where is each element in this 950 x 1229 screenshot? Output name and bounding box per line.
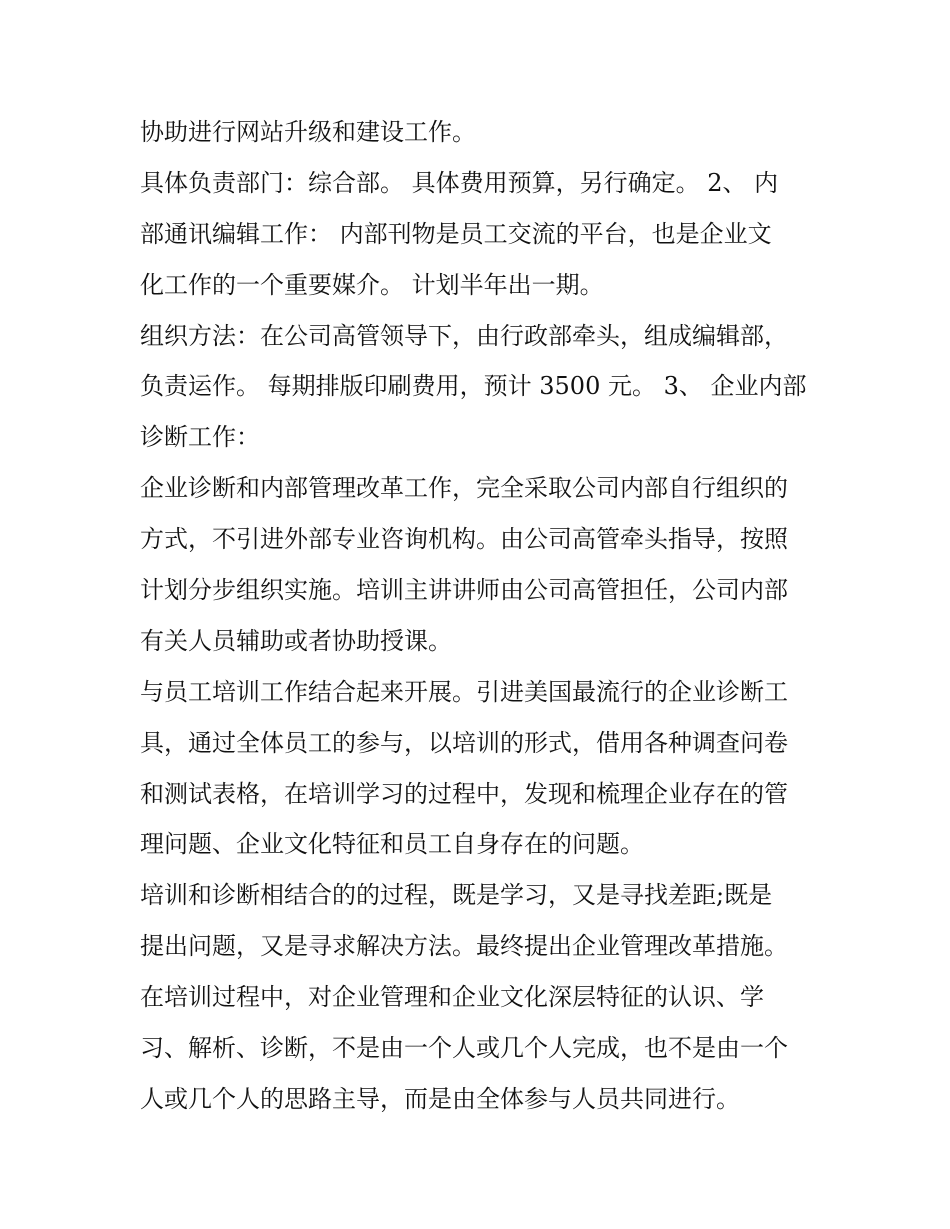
text-line-18: 在培训过程中，对企业管理和企业文化深层特征的认识、学 [140,983,764,1012]
text-line-20: 人或几个人的思路主导，而是由全体参与人员共同进行。 [140,1084,740,1113]
text-line-9: 方式，不引进外部专业咨询机构。由公司高管牵头指导，按照 [140,525,788,554]
text-line-15: 理问题、企业文化特征和员工自身存在的问题。 [140,830,644,859]
text-line-2: 具体负责部门：综合部。 具体费用预算，另行确定。 2、 内 [140,168,779,197]
text-line-14: 和测试表格，在培训学习的过程中，发现和梳理企业存在的管 [140,779,788,808]
text-line-10: 计划分步组织实施。培训主讲讲师由公司高管担任，公司内部 [140,576,788,605]
text-line-1: 协助进行网站升级和建设工作。 [140,118,476,146]
text-line-6: 负责运作。 每期排版印刷费用，预计 3500 元。 3、 企业内部 [140,372,807,401]
text-line-7: 诊断工作： [140,423,260,452]
text-line-8: 企业诊断和内部管理改革工作，完全采取公司内部自行组织的 [140,474,788,503]
body-text [140,107,820,1125]
text-line-4: 化工作的一个重要媒介。 计划半年出一期。 [140,270,604,299]
text-line-11: 有关人员辅助或者协助授课。 [140,626,452,655]
text-line-5: 组织方法：在公司高管领导下，由行政部牵头，组成编辑部， [140,321,788,350]
text-line-12: 与员工培训工作结合起来开展。引进美国最流行的企业诊断工 [140,677,788,706]
text-line-3: 部通讯编辑工作： 内部刊物是员工交流的平台，也是企业文 [140,219,772,248]
text-line-19: 习、解析、诊断，不是由一个人或几个人完成，也不是由一个 [140,1034,788,1063]
text-line-13: 具，通过全体员工的参与，以培训的形式，借用各种调查问卷 [140,728,788,757]
text-line-16: 培训和诊断相结合的的过程，既是学习，又是寻找差距;既是 [140,881,773,910]
text-line-17: 提出问题，又是寻求解决方法。最终提出企业管理改革措施。 [140,932,788,961]
